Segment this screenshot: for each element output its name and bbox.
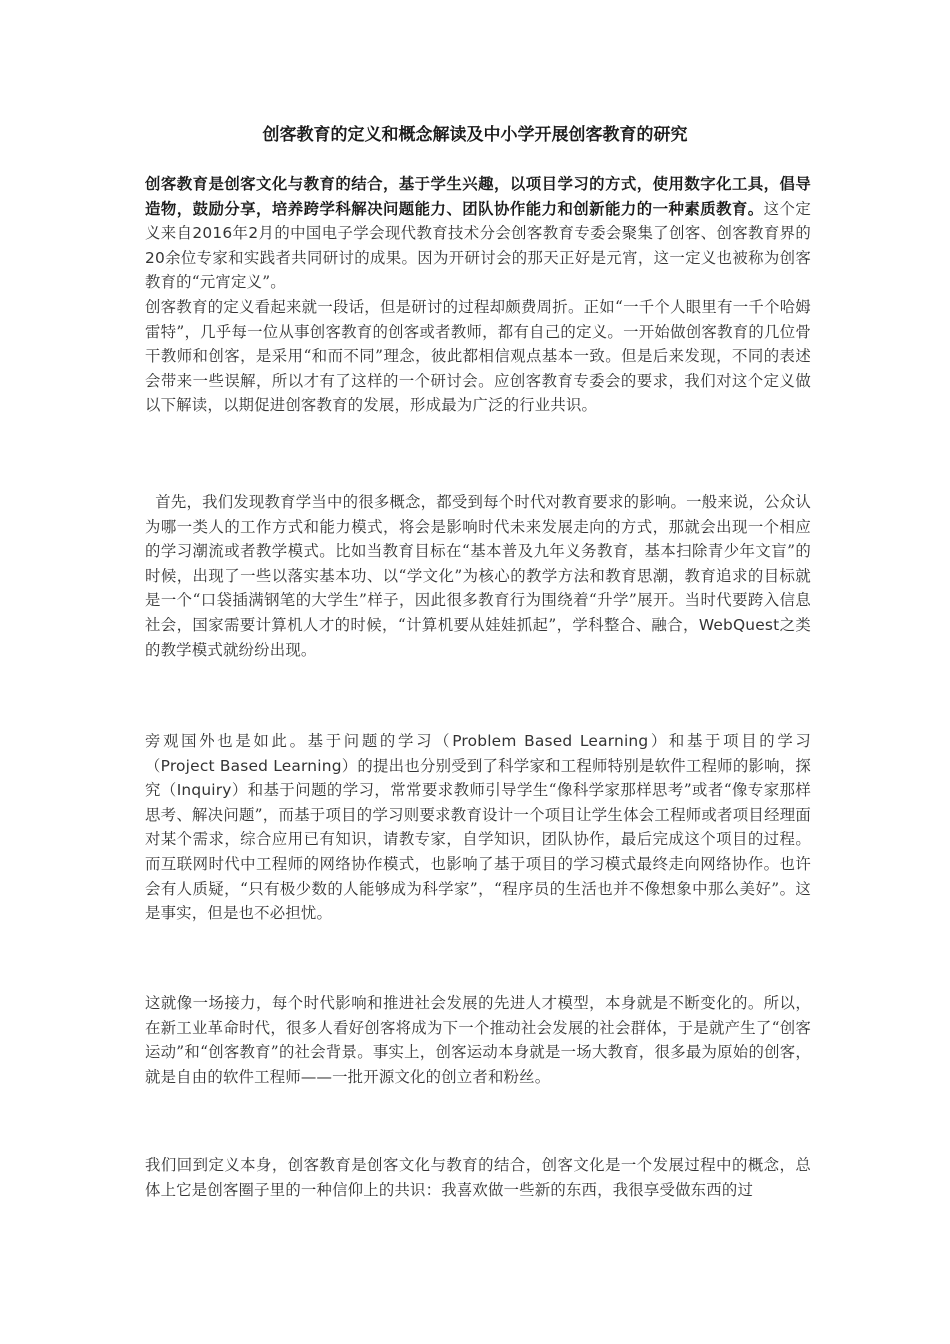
paragraph-text: ）的提出也分别受到了科学家和工程师特别是软件工程师的影响，探究（ xyxy=(145,756,811,800)
paragraph-abroad xyxy=(145,729,811,926)
paragraph-text: 年 xyxy=(232,224,249,243)
definition-bold-text: 创客教育是创客文化与教育的结合，基于学生兴趣，以项目学习的方式，使用数字化工具，倡导造物，鼓励分享，培养跨学科解决问题能力、团队协作能力和创新能力的一种素质教育。 xyxy=(145,175,811,218)
paragraph-text: 首先，我们发现教育学当中的很多概念，都受到每个时代对教育要求的影响。一般来说，公众认为哪一类人的工作方式和能力模式，将会是影响时代未来发展走向的方式，那就会出现一个相应的学习潮流或者教学模式。比如当教育目标在“基本普及九年义务教育，基本扫除青少年文盲”的时候，出现了一些以落实基本功、以“学文化”为核心的教学方法和教育思潮，教育追求的目标就是一个“口袋插满钢笔的大学生”样子，因此很多教育行为围绕着“升学”展开。当时代要跨入信息社会，国家需要计算机人才的时候，“计算机要从娃娃抓起”，学科整合、融合， xyxy=(145,493,811,634)
paragraph-text: 这个定义来自 xyxy=(145,199,811,243)
paragraph-back-to-definition: 我们回到定义本身，创客教育是创客文化与教育的结合，创客文化是一个发展过程中的概念，总体上它是创客圈子里的一种信仰上的共识：我喜欢做一些新的东西，我很享受做东西的过 xyxy=(145,1156,811,1199)
paragraph-text: ）和基于项目的学习（ xyxy=(145,732,811,775)
inquiry-term: Inquiry xyxy=(176,781,232,800)
year-number: 2016 xyxy=(192,224,233,243)
project-based-learning-term: Project Based Learning xyxy=(160,756,342,775)
paragraph-text: 月的中国电子学会现代教育技术分会创客教育专委会聚集了创客、创客教育界的 xyxy=(258,224,811,243)
document-title: 创客教育的定义和概念解读及中小学开展创客教育的研究 xyxy=(262,125,688,145)
paragraph-era-influence xyxy=(145,490,811,662)
paragraph-text: 之类的教学模式就纷纷出现。 xyxy=(145,615,811,659)
expert-count-number: 20 xyxy=(145,248,165,267)
paragraph-text: 余位专家和实践者共同研讨的成果。因为开研讨会的那天正好是元宵，这一定义也被称为创客教育的“元宵定义”。 xyxy=(145,248,811,292)
paragraph-text: 旁观国外也是如此。基于问题的学习（ xyxy=(145,732,453,750)
paragraph-text: ）和基于问题的学习，常常要求教师引导学生“像科学家那样思考”或者“像专家那样思考、解决问题”，而基于项目的学习则要求教育设计一个项目让学生体会工程师或者项目经理面对某个需求，综合应用已有知识，请教专家，自学知识，团队协作，最后完成这个项目的过程。而互联网时代中工程师的网络协作模式，也影响了基于项目的学习模式最终走向网络协作。也许会有人质疑，“只有极少数的人能够成为科学家”，“程序员的生活也并不像想象中那么美好”。这是事实，但是也不必担忧。 xyxy=(145,781,811,923)
paragraph-definition xyxy=(145,172,811,295)
month-number: 2 xyxy=(248,224,259,243)
webquest-term: WebQuest xyxy=(698,615,780,634)
pbl-term: Problem Based Learning xyxy=(452,732,649,750)
paragraph-relay: 这就像一场接力，每个时代影响和推进社会发展的先进人才模型，本身就是不断变化的。所以，在新工业革命时代，很多人看好创客将成为下一个推动社会发展的社会群体，于是就产生了“创客运动”和“创客教育”的社会背景。事实上，创客运动本身就是一场大教育，很多最为原始的创客，就是自由的软件工程师——一批开源文化的创立者和粉丝。 xyxy=(145,994,811,1086)
paragraph-discussion: 创客教育的定义看起来就一段话，但是研讨的过程却颇费周折。正如“一千个人眼里有一千个哈姆雷特”，几乎每一位从事创客教育的创客或者教师，都有自己的定义。一开始做创客教育的几位骨干教师和创客，是采用“和而不同”理念，彼此都相信观点基本一致。但是后来发现，不同的表述会带来一些误解，所以才有了这样的一个研讨会。应创客教育专委会的要求，我们对这个定义做以下解读，以期促进创客教育的发展，形成最为广泛的行业共识。 xyxy=(145,298,811,415)
